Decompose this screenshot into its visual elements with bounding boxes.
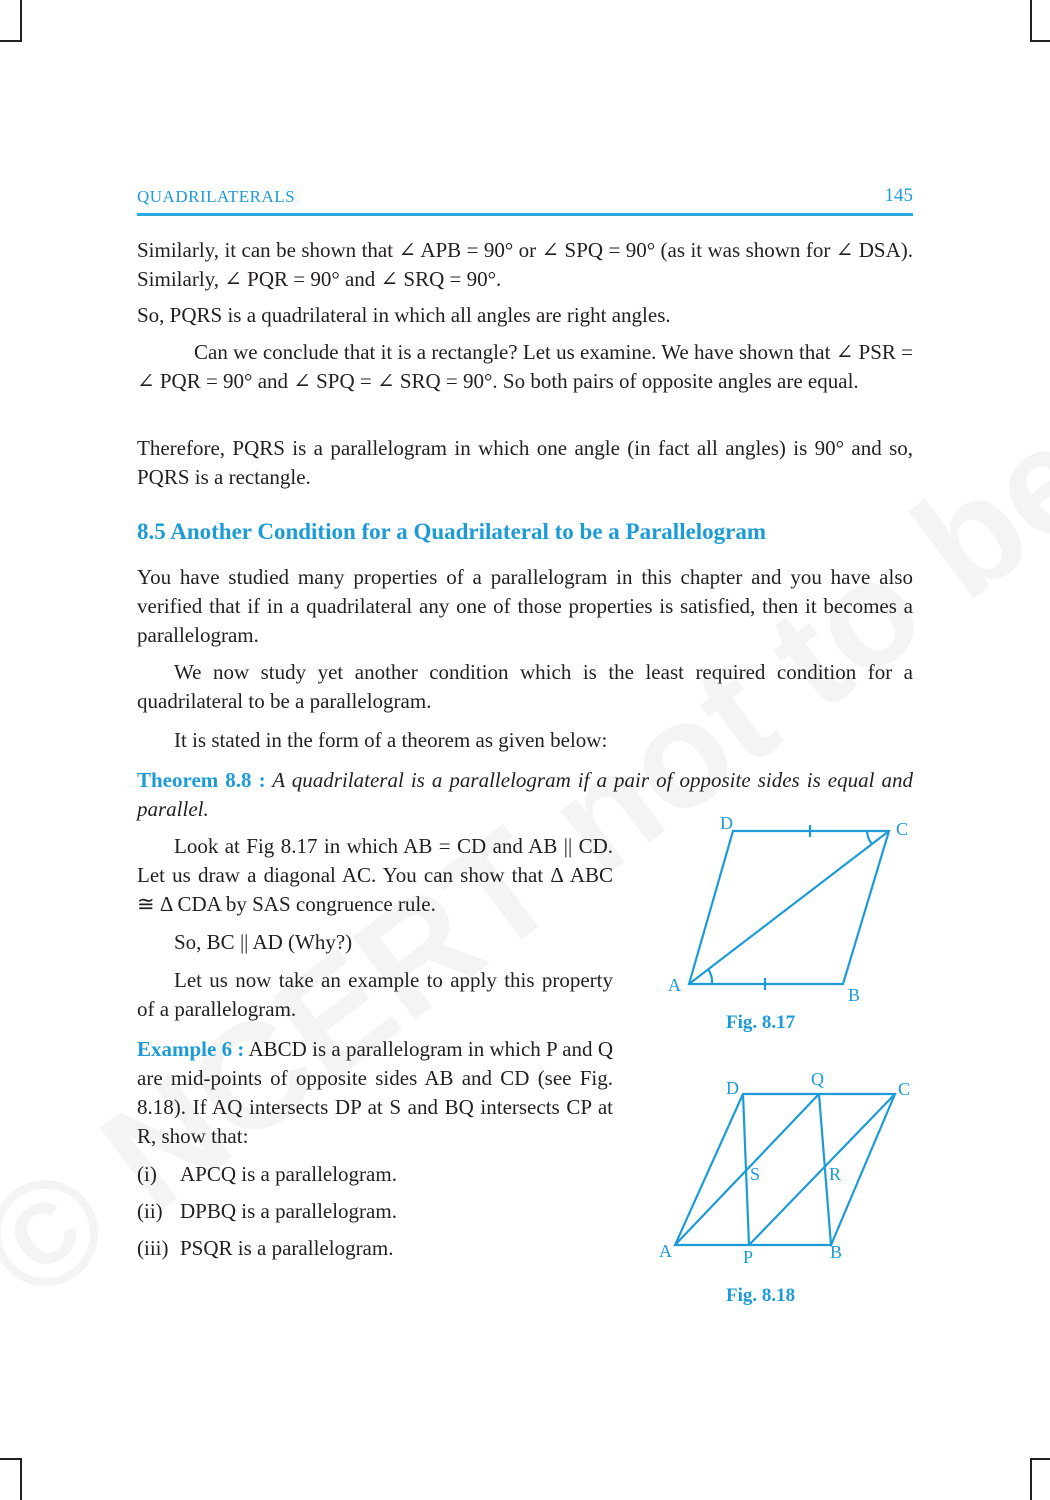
body-paragraph-so: So, BC || AD (Why?) [174,930,353,954]
example-text: ABCD is a parallelogram in which P and Q are mid-points of opposite sides AB and CD (see Fig. 8.18). If AQ intersects DP at S and BQ intersects CP at R, show that: [137,1037,613,1148]
list-item-text: PSQR is a parallelogram. [180,1236,394,1260]
fig17-caption: Fig. 8.17 [726,1012,796,1033]
fig17-label-d: D [720,813,733,833]
list-item-text: DPBQ is a parallelogram. [180,1199,397,1223]
fig18-label-p: P [743,1247,754,1267]
section-paragraph-3: It is stated in the form of a theorem as given below: [174,728,608,752]
theorem-label: Theorem 8.8 : [137,768,266,792]
fig17-label-c: C [896,819,909,839]
fig18-label-q: Q [811,1069,824,1089]
fig18-label-c: C [898,1079,911,1099]
fig18-label-a: A [659,1241,672,1261]
fig18-parallelogram [675,1094,895,1245]
fig17-label-b: B [848,985,861,1005]
fig18-caption: Fig. 8.18 [726,1285,796,1306]
running-head: QUADRILATERALS [137,187,296,206]
fig18-line-pc [749,1094,895,1245]
body-paragraph-example-intro: Let us now take an example to apply this property of a parallelogram. [137,968,613,1021]
list-item-text: APCQ is a parallelogram. [180,1162,397,1186]
section-title: 8.5 Another Condition for a Quadrilateral to be a Parallelogram [137,519,767,544]
fig17-label-a: A [668,975,681,995]
theorem-text: A quadrilateral is a parallelogram if a pair of opposite sides is equal and parallel. [137,768,913,821]
list-item-number: (i) [137,1162,157,1186]
fig18-label-b: B [830,1242,843,1262]
body-paragraph-look: Look at Fig 8.17 in which AB = CD and AB || CD. Let us draw a diagonal AC. You can show that Δ ABC ≅ Δ CDA by SAS congruence rule. [137,834,613,916]
fig18-label-r: R [829,1164,842,1184]
paragraph-conclude: Can we conclude that it is a rectangle? Let us examine. We have shown that ∠ PSR = ∠ PQR = 90° and ∠ SPQ = ∠ SRQ = 90°. So both pairs of opposite angles are equal. [137,340,914,393]
example-label: Example 6 : [137,1037,245,1061]
section-paragraph-1: You have studied many properties of a parallelogram in this chapter and you have also verified that if in a quadrilateral any one of those properties is satisfied, then it becomes a parallelogram. [137,565,913,647]
fig18-label-d: D [726,1078,739,1098]
paragraph-similarly: Similarly, it can be shown that ∠ APB = 90° or ∠ SPQ = 90° (as it was shown for ∠ DSA). Similarly, ∠ PQR = 90° and ∠ SRQ = 90°. [137,238,913,291]
paragraph-right-angles: So, PQRS is a quadrilateral in which all angles are right angles. [137,303,671,327]
paragraph-therefore: Therefore, PQRS is a parallelogram in which one angle (in fact all angles) is 90° and so, PQRS is a rectangle. [137,436,913,489]
page-number: 145 [884,185,913,206]
list-item-number: (iii) [137,1236,169,1260]
list-item-number: (ii) [137,1199,163,1223]
fig18-label-s: S [750,1164,761,1184]
section-paragraph-2: We now study yet another condition which is the least required condition for a quadrilateral to be a parallelogram. [137,660,913,713]
